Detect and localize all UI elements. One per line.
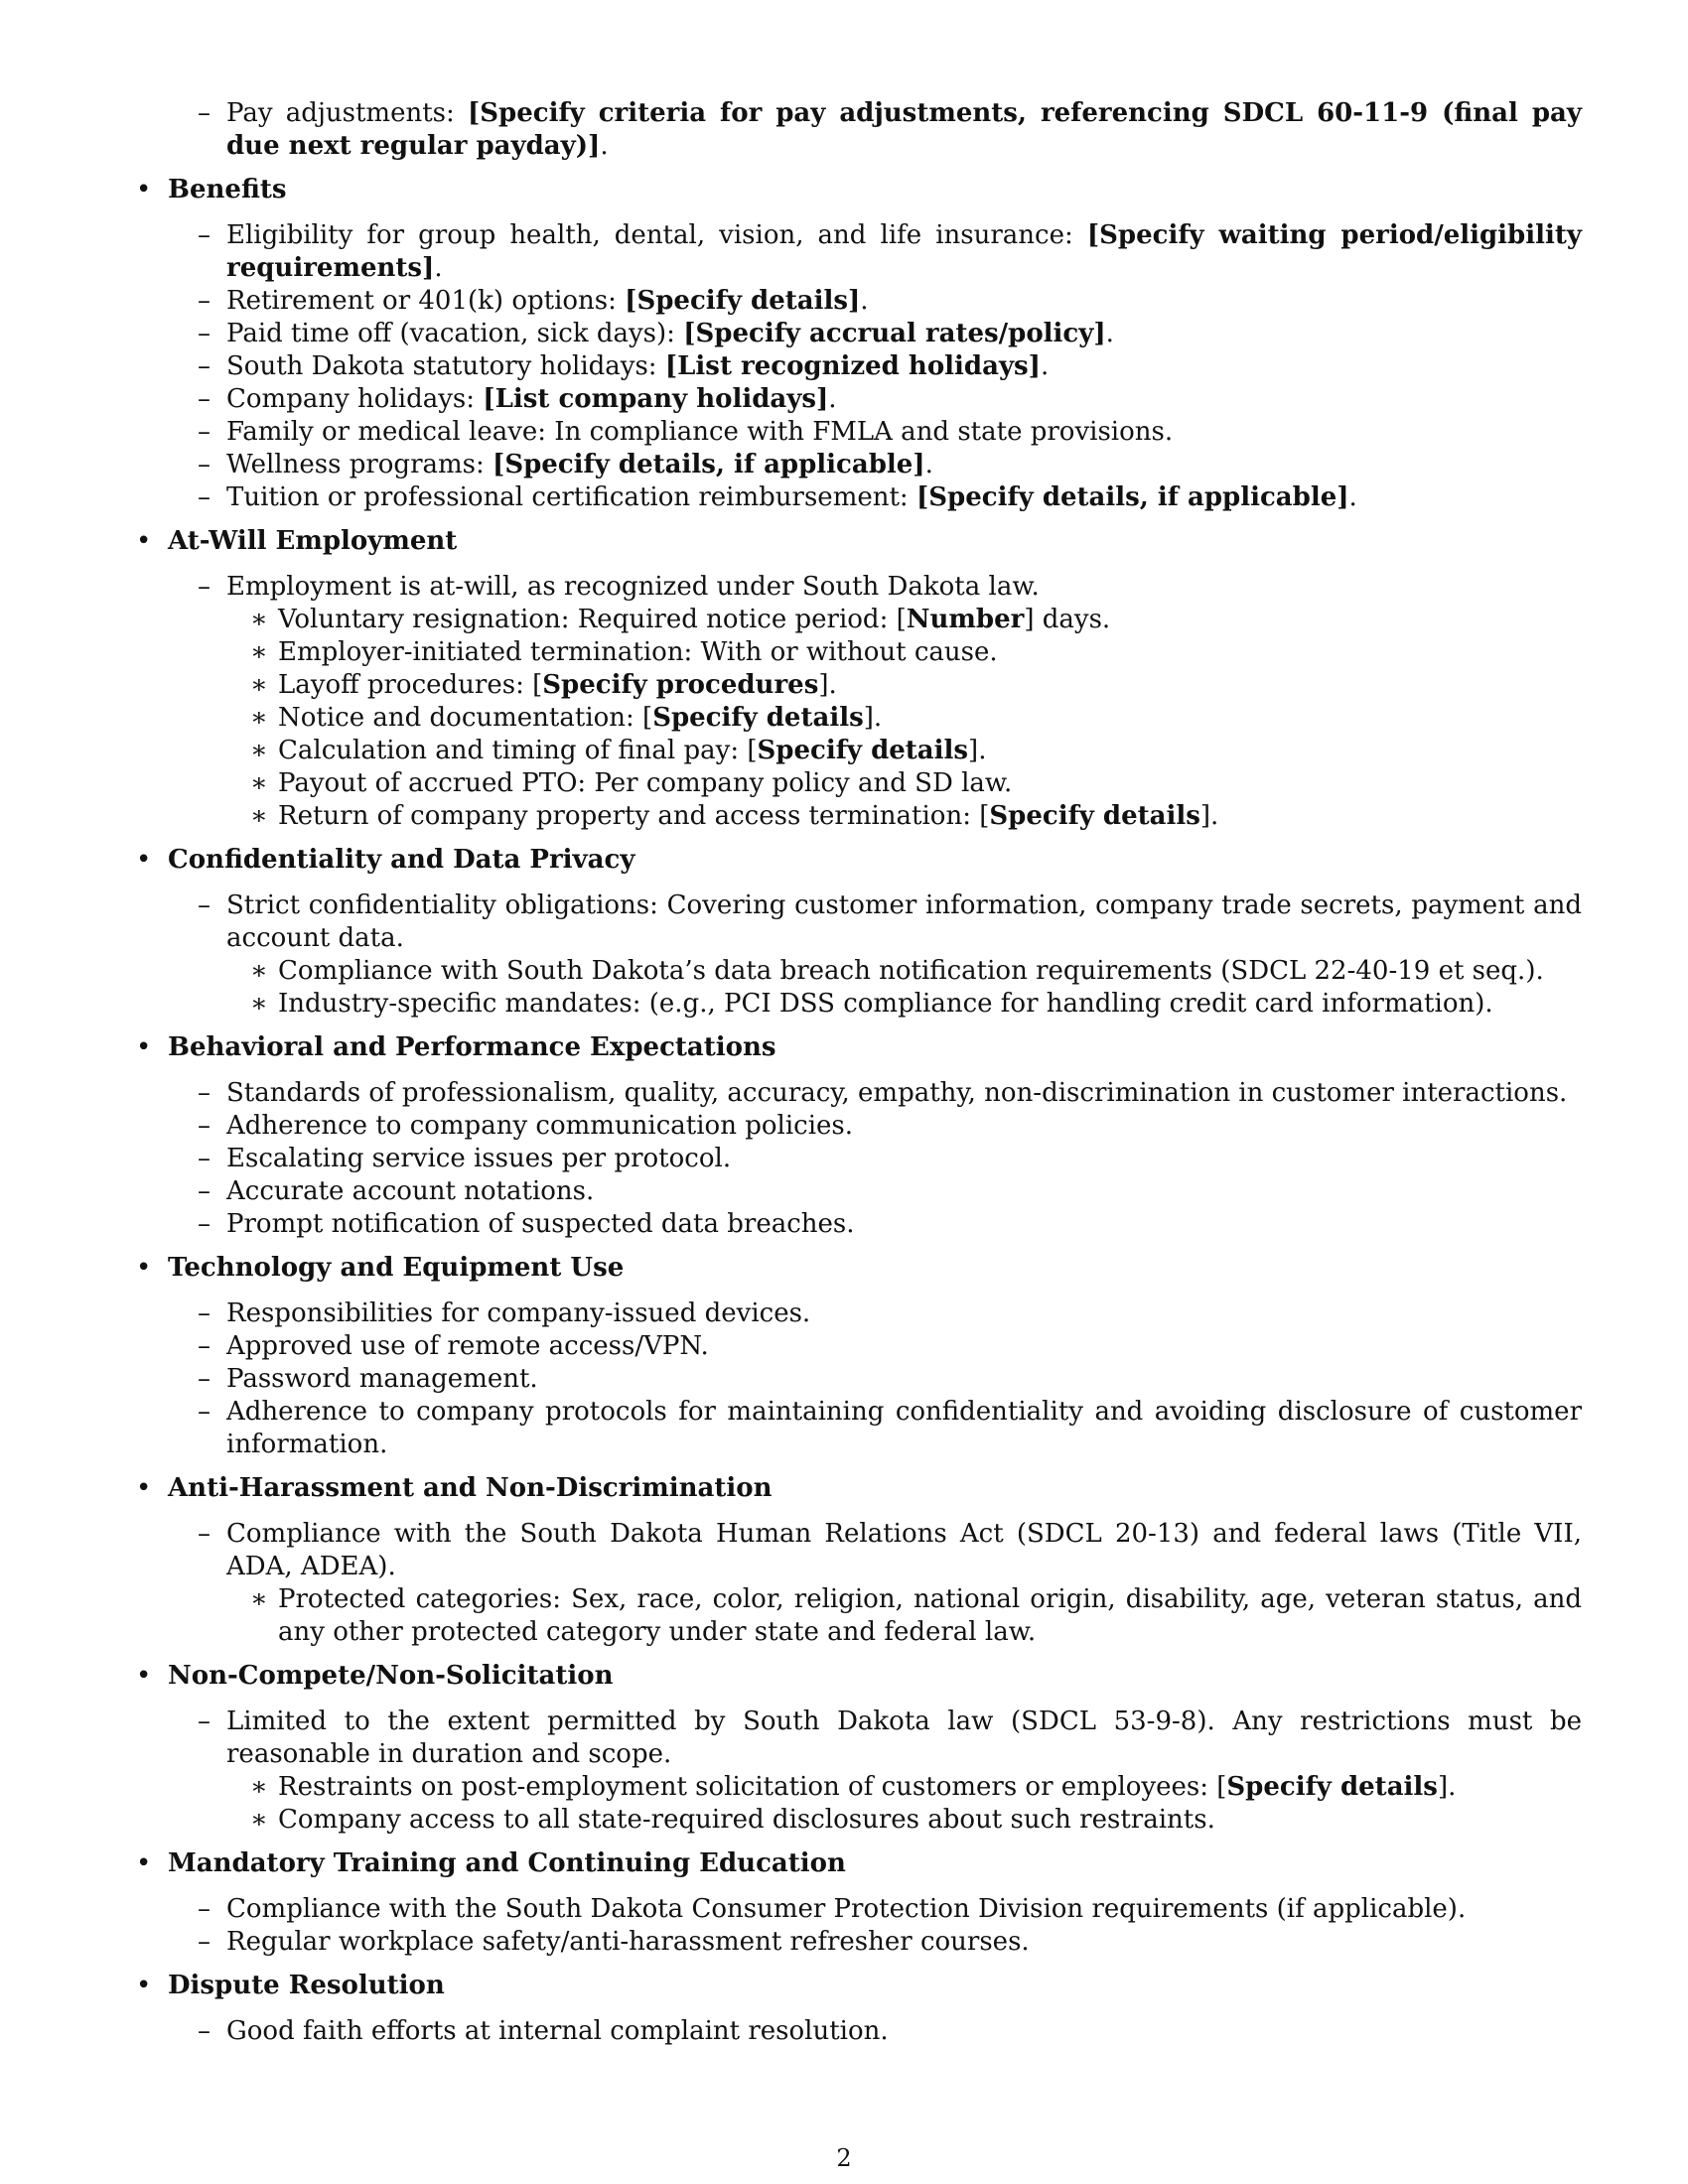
asterisk-icon: ∗	[250, 768, 268, 798]
item-text-trailing: ].	[968, 736, 987, 765]
item-text-plain: Tuition or professional certification reimbursement:	[226, 482, 916, 512]
section	[136, 1660, 1582, 1837]
section-title: Confidentiality and Data Privacy	[168, 845, 635, 875]
page-number: 2	[836, 2144, 852, 2172]
item-text-trailing: .	[924, 450, 933, 479]
bullet-icon: •	[136, 1971, 152, 2000]
item-text	[226, 1894, 1466, 1924]
item-text-plain: Approved use of remote access/VPN.	[226, 1331, 709, 1361]
dash-icon: –	[198, 1144, 211, 1173]
item-text	[226, 1298, 810, 1328]
item-text	[278, 637, 998, 667]
list-item	[136, 1330, 1582, 1363]
item-text	[226, 1176, 594, 1206]
section-heading	[136, 1031, 1582, 1064]
item-text-trailing: ].	[1437, 1772, 1457, 1802]
item-text-plain: Company holidays:	[226, 384, 484, 414]
item-text-trailing: .	[1348, 482, 1357, 512]
item-text-placeholder: [List recognized holidays]	[664, 351, 1041, 381]
item-text	[226, 1364, 538, 1394]
item-text	[278, 801, 1218, 831]
item-text-trailing: ].	[863, 703, 883, 733]
section-title: Technology and Equipment Use	[168, 1253, 625, 1283]
section-heading	[136, 1660, 1582, 1693]
item-text	[226, 220, 1582, 283]
list-item	[136, 1396, 1582, 1461]
item-text	[226, 384, 837, 414]
item-text-plain: Escalating service issues per protocol.	[226, 1144, 732, 1173]
item-text-placeholder: Specify details	[989, 801, 1200, 831]
item-text-plain: Layoff procedures: [	[278, 670, 543, 700]
item-text-plain: Adherence to company communication policies.	[226, 1111, 854, 1141]
item-text	[278, 989, 1493, 1019]
item-text-placeholder: [List company holidays]	[483, 384, 829, 414]
sub-list-item	[136, 735, 1582, 767]
list-item	[136, 1518, 1582, 1583]
dash-icon: –	[198, 98, 211, 128]
list-item	[136, 1926, 1582, 1959]
dash-icon: –	[198, 1706, 211, 1736]
item-text-plain: Regular workplace safety/anti-harassment refresher courses.	[226, 1927, 1030, 1957]
item-text-placeholder: [Specify details]	[625, 286, 861, 316]
item-text-plain: Notice and documentation: [	[278, 703, 653, 733]
item-text	[278, 1772, 1456, 1802]
section-title: Anti-Harassment and Non-Discrimination	[168, 1473, 773, 1503]
asterisk-icon: ∗	[250, 989, 268, 1019]
dash-icon: –	[198, 319, 211, 348]
section-title: At-Will Employment	[168, 526, 458, 556]
dash-icon: –	[198, 1298, 211, 1328]
item-text-plain: South Dakota statutory holidays:	[226, 351, 665, 381]
sub-list-item	[136, 604, 1582, 636]
list-item	[136, 285, 1582, 318]
list-item	[136, 318, 1582, 350]
list-item	[136, 1077, 1582, 1110]
asterisk-icon: ∗	[250, 1584, 268, 1614]
item-text-trailing: .	[828, 384, 837, 414]
section	[136, 174, 1582, 514]
item-text-plain: Good faith efforts at internal complaint resolution.	[226, 2016, 889, 2046]
item-text	[278, 670, 837, 700]
item-text	[226, 1144, 731, 1173]
item-text-placeholder: [Specify details, if applicable]	[915, 482, 1349, 512]
item-text	[226, 351, 1049, 381]
dash-icon: –	[198, 1176, 211, 1206]
section-title: Dispute Resolution	[168, 1971, 445, 2000]
item-text-plain: Compliance with the South Dakota Consumer Protection Division requirements (if applicable).	[226, 1894, 1467, 1924]
item-text-plain: Strict confidentiality obligations: Covering customer information, company trade secrets, payment and account data.	[226, 890, 1582, 953]
bullet-icon: •	[136, 1848, 152, 1878]
list-item	[136, 571, 1582, 604]
item-text-placeholder: [Specify criteria for pay adjustments, referencing SDCL 60-11-9 (final pay due next regular payday)]	[226, 98, 1582, 161]
item-text	[226, 890, 1582, 953]
item-text-plain: Eligibility for group health, dental, vision, and life insurance:	[226, 220, 1087, 250]
item-text-trailing: .	[860, 286, 869, 316]
item-text-plain: Return of company property and access termination: [	[278, 801, 990, 831]
dash-icon: –	[198, 482, 211, 512]
item-text-plain: Paid time off (vacation, sick days):	[226, 319, 684, 348]
dash-icon: –	[198, 1364, 211, 1394]
item-text-plain: Accurate account notations.	[226, 1176, 595, 1206]
asterisk-icon: ∗	[250, 1805, 268, 1835]
item-text	[278, 703, 882, 733]
item-text-plain: Employment is at-will, as recognized under South Dakota law.	[226, 572, 1040, 602]
item-text	[226, 1331, 709, 1361]
dash-icon: –	[198, 351, 211, 381]
bullet-icon: •	[136, 1661, 152, 1691]
dash-icon: –	[198, 1111, 211, 1141]
section	[136, 1252, 1582, 1461]
item-text-plain: Protected categories: Sex, race, color, religion, national origin, disability, age, veteran status, and any other protected category under state and federal law.	[278, 1584, 1582, 1647]
item-text	[226, 98, 1582, 161]
dash-icon: –	[198, 890, 211, 920]
item-text-plain: Prompt notification of suspected data breaches.	[226, 1209, 855, 1239]
item-text-plain: Adherence to company protocols for maintaining confidentiality and avoiding disclosure of customer information.	[226, 1397, 1582, 1459]
item-text-trailing: ].	[818, 670, 837, 700]
list-item	[136, 1706, 1582, 1771]
dash-icon: –	[198, 2016, 211, 2046]
list-item	[136, 449, 1582, 481]
section-heading	[136, 1847, 1582, 1880]
dash-icon: –	[198, 1519, 211, 1549]
item-text	[226, 319, 1114, 348]
document-body	[136, 97, 1582, 2048]
list-item	[136, 350, 1582, 383]
item-text-trailing: ] days.	[1024, 605, 1111, 634]
item-text-plain: Retirement or 401(k) options:	[226, 286, 626, 316]
section	[136, 525, 1582, 833]
bullet-icon: •	[136, 175, 152, 205]
section-title: Non-Compete/Non-Solicitation	[168, 1661, 614, 1691]
item-text	[226, 2016, 889, 2046]
section	[136, 844, 1582, 1021]
list-item	[136, 416, 1582, 449]
list-item	[136, 1893, 1582, 1926]
dash-icon: –	[198, 1894, 211, 1924]
sub-list-item	[136, 955, 1582, 988]
item-text-plain: Wellness programs:	[226, 450, 493, 479]
list-item	[136, 889, 1582, 955]
dash-icon: –	[198, 286, 211, 316]
list-item	[136, 481, 1582, 514]
item-text-plain: Employer-initiated termination: With or without cause.	[278, 637, 998, 667]
item-text-trailing: .	[434, 253, 443, 283]
item-text-placeholder: [Specify details, if applicable]	[492, 450, 925, 479]
item-text-trailing: .	[600, 131, 609, 161]
section-title: Mandatory Training and Continuing Education	[168, 1848, 846, 1878]
item-text-plain: Compliance with the South Dakota Human Relations Act (SDCL 20-13) and federal laws (Title VII, ADA, ADEA).	[226, 1519, 1582, 1581]
dash-icon: –	[198, 450, 211, 479]
dash-icon: –	[198, 1927, 211, 1957]
list-item	[136, 1175, 1582, 1208]
item-text-plain: Company access to all state-required disclosures about such restraints.	[278, 1805, 1215, 1835]
bullet-icon: •	[136, 845, 152, 875]
sub-list-item	[136, 1583, 1582, 1649]
item-text-placeholder: Specify details	[1226, 1772, 1438, 1802]
list-item	[136, 97, 1582, 163]
dash-icon: –	[198, 1209, 211, 1239]
section	[136, 1472, 1582, 1649]
list-item	[136, 1363, 1582, 1396]
item-text	[226, 1078, 1567, 1108]
asterisk-icon: ∗	[250, 670, 268, 700]
section-heading	[136, 525, 1582, 558]
bullet-icon: •	[136, 1253, 152, 1283]
dash-icon: –	[198, 417, 211, 447]
asterisk-icon: ∗	[250, 956, 268, 986]
asterisk-icon: ∗	[250, 736, 268, 765]
item-text-placeholder: Number	[906, 605, 1025, 634]
item-text-plain: Restraints on post-employment solicitation of customers or employees: [	[278, 1772, 1227, 1802]
item-text	[226, 450, 933, 479]
item-text-plain: Compliance with South Dakota’s data breach notification requirements (SDCL 22-40-19 et seq.).	[278, 956, 1544, 986]
asterisk-icon: ∗	[250, 605, 268, 634]
item-text-plain: Payout of accrued PTO: Per company policy and SD law.	[278, 768, 1013, 798]
list-item	[136, 1297, 1582, 1330]
item-text	[226, 1927, 1030, 1957]
item-text	[226, 1111, 853, 1141]
bullet-icon: •	[136, 526, 152, 556]
sub-list-item	[136, 1804, 1582, 1837]
asterisk-icon: ∗	[250, 1772, 268, 1802]
sub-list-item	[136, 669, 1582, 702]
section-heading	[136, 844, 1582, 877]
section-heading	[136, 1970, 1582, 2002]
list-item	[136, 219, 1582, 285]
dash-icon: –	[198, 1078, 211, 1108]
section	[136, 1847, 1582, 1959]
item-text	[278, 605, 1110, 634]
item-text	[226, 1397, 1582, 1459]
section-title: Behavioral and Performance Expectations	[168, 1032, 776, 1062]
section	[136, 1970, 1582, 2048]
section-title: Benefits	[168, 175, 287, 205]
sub-list-item	[136, 702, 1582, 735]
section-heading	[136, 1472, 1582, 1505]
asterisk-icon: ∗	[250, 637, 268, 667]
dash-icon: –	[198, 1331, 211, 1361]
list-item	[136, 1143, 1582, 1175]
item-text	[278, 1584, 1582, 1647]
list-item	[136, 1110, 1582, 1143]
item-text	[278, 736, 986, 765]
item-text	[278, 768, 1012, 798]
item-text	[226, 482, 1357, 512]
item-text-placeholder: Specify procedures	[542, 670, 819, 700]
dash-icon: –	[198, 572, 211, 602]
item-text-plain: Industry-specific mandates: (e.g., PCI DSS compliance for handling credit card information).	[278, 989, 1493, 1019]
item-text-plain: Family or medical leave: In compliance with FMLA and state provisions.	[226, 417, 1174, 447]
dash-icon: –	[198, 384, 211, 414]
list-item	[136, 383, 1582, 416]
item-text-plain: Responsibilities for company-issued devices.	[226, 1298, 811, 1328]
item-text-trailing: .	[1105, 319, 1114, 348]
item-text	[226, 417, 1173, 447]
item-text	[226, 572, 1040, 602]
item-text	[226, 1519, 1582, 1581]
item-text-plain: Voluntary resignation: Required notice period: [	[278, 605, 907, 634]
item-text-plain: Password management.	[226, 1364, 538, 1394]
item-text-plain: Calculation and timing of final pay: [	[278, 736, 758, 765]
item-text	[226, 1706, 1582, 1769]
item-text	[278, 956, 1544, 986]
list-item	[136, 1208, 1582, 1241]
item-text-trailing: .	[1041, 351, 1050, 381]
sub-list-item	[136, 1771, 1582, 1804]
sub-list-item	[136, 988, 1582, 1021]
sub-list-item	[136, 636, 1582, 669]
item-text-plain: Pay adjustments:	[226, 98, 468, 128]
list-item	[136, 2015, 1582, 2048]
item-text-plain: Standards of professionalism, quality, accuracy, empathy, non-discrimination in customer interactions.	[226, 1078, 1568, 1108]
bullet-icon: •	[136, 1032, 152, 1062]
asterisk-icon: ∗	[250, 801, 268, 831]
item-text-trailing: ].	[1199, 801, 1219, 831]
item-text-placeholder: [Specify waiting period/eligibility requirements]	[226, 220, 1582, 283]
section	[136, 1031, 1582, 1241]
bullet-icon: •	[136, 1473, 152, 1503]
item-text	[226, 1209, 855, 1239]
item-text-plain: Limited to the extent permitted by South Dakota law (SDCL 53-9-8). Any restrictions must be reasonable in duration and scope.	[226, 1706, 1582, 1769]
asterisk-icon: ∗	[250, 703, 268, 733]
section	[136, 97, 1582, 163]
item-text-placeholder: [Specify accrual rates/policy]	[683, 319, 1106, 348]
dash-icon: –	[198, 1397, 211, 1427]
section-heading	[136, 1252, 1582, 1285]
item-text-placeholder: Specify details	[652, 703, 864, 733]
item-text-placeholder: Specify details	[757, 736, 969, 765]
sub-list-item	[136, 800, 1582, 833]
item-text	[226, 286, 869, 316]
section-heading	[136, 174, 1582, 206]
item-text	[278, 1805, 1215, 1835]
sub-list-item	[136, 767, 1582, 800]
dash-icon: –	[198, 220, 211, 250]
